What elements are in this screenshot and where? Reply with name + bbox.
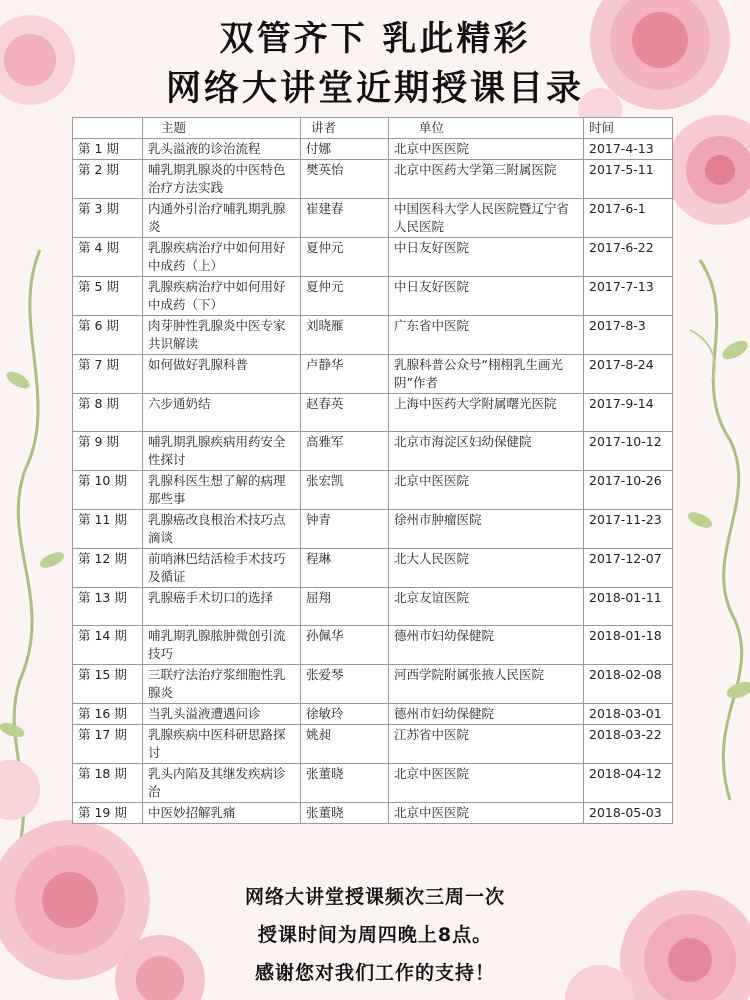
cell-topic: 三联疗法治疗浆细胞性乳腺炎: [143, 665, 301, 704]
cell-issue: 第 4 期: [73, 238, 143, 277]
table-row: [73, 238, 673, 277]
table-row: [73, 549, 673, 588]
cell-org: 中日友好医院: [389, 238, 584, 277]
table-row: [73, 665, 673, 704]
cell-org: 乳腺科普公众号“栩栩乳生画光阴”作者: [389, 355, 584, 394]
title-block: [0, 14, 750, 114]
cell-speaker: 程琳: [301, 549, 389, 588]
cell-date: 2017-6-1: [584, 199, 673, 238]
table-row: [73, 626, 673, 665]
cell-topic: 乳腺科医生想了解的病理那些事: [143, 471, 301, 510]
table-header-row: [73, 118, 673, 139]
table-row: [73, 471, 673, 510]
cell-issue: 第 18 期: [73, 764, 143, 803]
cell-speaker: 钟青: [301, 510, 389, 549]
cell-issue: 第 16 期: [73, 704, 143, 725]
cell-speaker: 付娜: [301, 139, 389, 160]
cell-speaker: 张宏凯: [301, 471, 389, 510]
cell-org: 北京中医医院: [389, 471, 584, 510]
cell-org: 江苏省中医院: [389, 725, 584, 764]
cell-date: 2018-01-11: [584, 588, 673, 626]
table-row: [73, 316, 673, 355]
cell-issue: 第 14 期: [73, 626, 143, 665]
cell-speaker: 夏仲元: [301, 238, 389, 277]
cell-date: 2018-04-12: [584, 764, 673, 803]
cell-org: 河西学院附属张掖人民医院: [389, 665, 584, 704]
table-row: [73, 160, 673, 199]
cell-date: 2018-02-08: [584, 665, 673, 704]
cell-org: 北京中医医院: [389, 139, 584, 160]
cell-topic: 乳腺癌改良根治术技巧点滴谈: [143, 510, 301, 549]
cell-topic: 中医妙招解乳痛: [143, 803, 301, 824]
cell-org: 北京友谊医院: [389, 588, 584, 626]
cell-topic: 哺乳期乳腺脓肿微创引流技巧: [143, 626, 301, 665]
cell-issue: 第 8 期: [73, 394, 143, 432]
cell-topic: 前哨淋巴结活检手术技巧及循证: [143, 549, 301, 588]
cell-speaker: 徐敏玲: [301, 704, 389, 725]
table-row: [73, 725, 673, 764]
cell-issue: 第 7 期: [73, 355, 143, 394]
footer-note: [0, 878, 750, 992]
cell-issue: 第 1 期: [73, 139, 143, 160]
cell-topic: 乳腺癌手术切口的选择: [143, 588, 301, 626]
table-row: [73, 704, 673, 725]
cell-issue: 第 12 期: [73, 549, 143, 588]
cell-issue: 第 13 期: [73, 588, 143, 626]
cell-speaker: 屈翔: [301, 588, 389, 626]
cell-date: 2017-12-07: [584, 549, 673, 588]
footer-line-3: 感谢您对我们工作的支持！: [254, 962, 495, 984]
cell-date: 2017-7-13: [584, 277, 673, 316]
cell-speaker: 赵春英: [301, 394, 389, 432]
cell-org: 北大人民医院: [389, 549, 584, 588]
cell-date: 2018-03-22: [584, 725, 673, 764]
cell-org: 北京中医医院: [389, 803, 584, 824]
cell-topic: 内通外引治疗哺乳期乳腺炎: [143, 199, 301, 238]
cell-date: 2017-10-26: [584, 471, 673, 510]
cell-date: 2017-9-14: [584, 394, 673, 432]
header-speaker: 讲者: [301, 118, 389, 139]
cell-org: 上海中医药大学附属曙光医院: [389, 394, 584, 432]
header-issue: [73, 118, 143, 139]
cell-speaker: 张董晓: [301, 764, 389, 803]
cell-topic: 当乳头溢液遭遇问诊: [143, 704, 301, 725]
cell-topic: 乳头内陷及其继发疾病诊治: [143, 764, 301, 803]
cell-org: 北京中医医院: [389, 764, 584, 803]
table-row: [73, 803, 673, 824]
table-row: [73, 139, 673, 160]
cell-speaker: 高雅军: [301, 432, 389, 471]
cell-issue: 第 9 期: [73, 432, 143, 471]
cell-date: 2017-6-22: [584, 238, 673, 277]
table-body: [73, 139, 673, 824]
sub-title: 网络大讲堂近期授课目录: [165, 68, 584, 109]
cell-issue: 第 2 期: [73, 160, 143, 199]
cell-topic: 哺乳期乳腺疾病用药安全性探讨: [143, 432, 301, 471]
schedule-table: [72, 117, 673, 824]
cell-org: 北京中医药大学第三附属医院: [389, 160, 584, 199]
cell-date: 2018-03-01: [584, 704, 673, 725]
cell-speaker: 姚昶: [301, 725, 389, 764]
cell-topic: 六步通奶结: [143, 394, 301, 432]
cell-date: 2018-01-18: [584, 626, 673, 665]
cell-date: 2017-10-12: [584, 432, 673, 471]
cell-date: 2017-5-11: [584, 160, 673, 199]
cell-topic: 乳腺疾病治疗中如何用好中成药（上）: [143, 238, 301, 277]
cell-date: 2018-05-03: [584, 803, 673, 824]
cell-speaker: 樊英怡: [301, 160, 389, 199]
cell-speaker: 孙佩华: [301, 626, 389, 665]
cell-org: 中国医科大学人民医院暨辽宁省人民医院: [389, 199, 584, 238]
cell-topic: 哺乳期乳腺炎的中医特色治疗方法实践: [143, 160, 301, 199]
cell-issue: 第 3 期: [73, 199, 143, 238]
cell-issue: 第 15 期: [73, 665, 143, 704]
cell-date: 2017-8-3: [584, 316, 673, 355]
cell-org: 广东省中医院: [389, 316, 584, 355]
cell-issue: 第 6 期: [73, 316, 143, 355]
cell-speaker: 张董晓: [301, 803, 389, 824]
header-org: 单位: [389, 118, 584, 139]
cell-speaker: 夏仲元: [301, 277, 389, 316]
table-row: [73, 394, 673, 432]
cell-issue: 第 10 期: [73, 471, 143, 510]
table-row: [73, 355, 673, 394]
schedule-table-container: [72, 117, 672, 824]
cell-topic: 乳腺疾病治疗中如何用好中成药（下）: [143, 277, 301, 316]
cell-issue: 第 17 期: [73, 725, 143, 764]
cell-speaker: 卢静华: [301, 355, 389, 394]
cell-speaker: 崔建春: [301, 199, 389, 238]
cell-issue: 第 5 期: [73, 277, 143, 316]
cell-org: 中日友好医院: [389, 277, 584, 316]
cell-date: 2017-4-13: [584, 139, 673, 160]
cell-date: 2017-11-23: [584, 510, 673, 549]
cell-speaker: 刘晓雁: [301, 316, 389, 355]
header-topic: 主题: [143, 118, 301, 139]
cell-topic: 乳腺疾病中医科研思路探讨: [143, 725, 301, 764]
footer-line-1: 网络大讲堂授课频次三周一次: [244, 886, 505, 908]
cell-speaker: 张爱琴: [301, 665, 389, 704]
cell-org: 德州市妇幼保健院: [389, 704, 584, 725]
table-row: [73, 510, 673, 549]
cell-issue: 第 11 期: [73, 510, 143, 549]
table-row: [73, 199, 673, 238]
cell-topic: 肉芽肿性乳腺炎中医专家共识解读: [143, 316, 301, 355]
cell-topic: 如何做好乳腺科普: [143, 355, 301, 394]
cell-topic: 乳头溢液的诊治流程: [143, 139, 301, 160]
table-row: [73, 432, 673, 471]
footer-line-2: 授课时间为周四晚上8点。: [257, 924, 493, 946]
table-row: [73, 277, 673, 316]
header-date: 时间: [584, 118, 673, 139]
cell-issue: 第 19 期: [73, 803, 143, 824]
cell-org: 北京市海淀区妇幼保健院: [389, 432, 584, 471]
cell-date: 2017-8-24: [584, 355, 673, 394]
cell-org: 德州市妇幼保健院: [389, 626, 584, 665]
table-row: [73, 588, 673, 626]
table-row: [73, 764, 673, 803]
cell-org: 徐州市肿瘤医院: [389, 510, 584, 549]
main-title: 双管齐下 乳此精彩: [219, 19, 531, 59]
